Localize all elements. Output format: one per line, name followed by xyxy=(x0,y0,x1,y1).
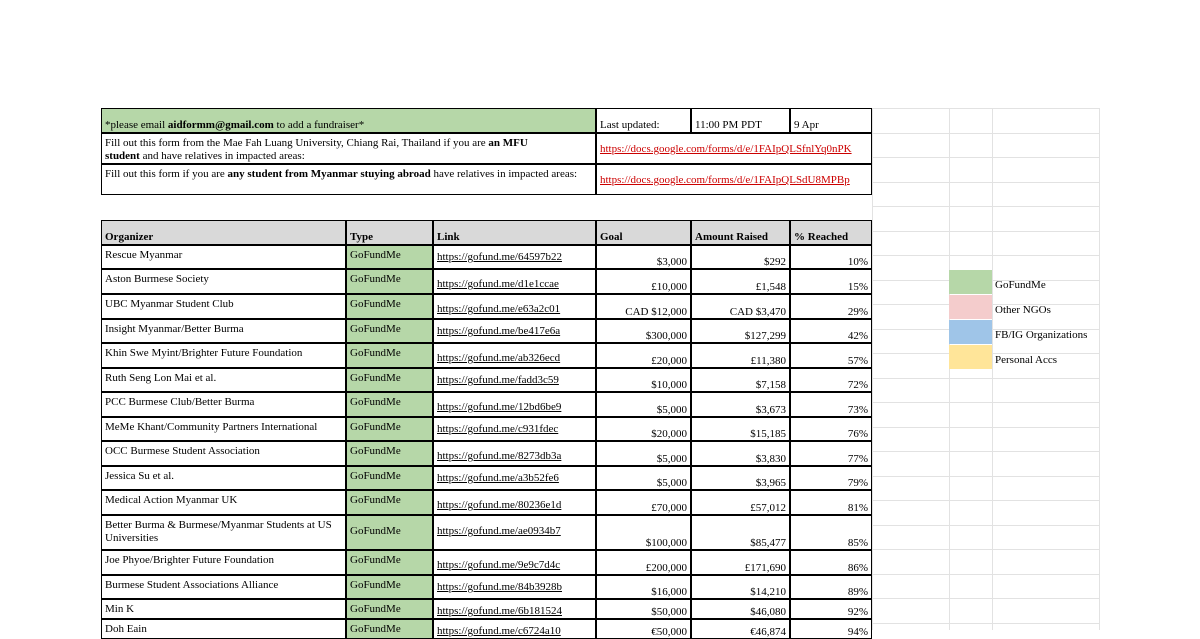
cell-amount-raised xyxy=(691,599,790,619)
cell-type xyxy=(346,319,433,343)
legend-swatch xyxy=(949,320,992,344)
cell-link[interactable] xyxy=(433,269,596,294)
type-value: GoFundMe xyxy=(350,494,401,506)
goal-value: $50,000 xyxy=(651,606,687,618)
link-value[interactable]: https://gofund.me/ae0934b7 xyxy=(437,525,561,537)
header-link: Link xyxy=(433,220,596,245)
gridline-horizontal xyxy=(872,231,1099,232)
last-updated-date: 9 Apr xyxy=(790,108,872,133)
cell-link[interactable] xyxy=(433,368,596,392)
cell-type xyxy=(346,515,433,550)
cell-amount-raised xyxy=(691,441,790,466)
cell-goal xyxy=(596,575,691,599)
link-value[interactable]: https://gofund.me/be417e6a xyxy=(437,325,561,337)
organizer-value: PCC Burmese Club/Better Burma xyxy=(105,396,255,408)
cell-link[interactable] xyxy=(433,515,596,550)
goal-value: $5,000 xyxy=(656,453,687,465)
cell-percent-reached xyxy=(790,368,872,392)
organizer-value: Burmese Student Associations Alliance xyxy=(105,579,279,591)
amount-raised-value: $292 xyxy=(764,256,786,268)
percent-reached-value: 57% xyxy=(847,355,868,367)
cell-amount-raised xyxy=(691,466,790,490)
amount-raised-value: £57,012 xyxy=(750,502,786,514)
legend-swatch xyxy=(949,270,992,294)
cell-goal xyxy=(596,343,691,368)
organizer-value: Joe Phyoe/Brighter Future Foundation xyxy=(105,554,274,566)
amount-raised-value: £11,380 xyxy=(750,355,786,367)
type-value: GoFundMe xyxy=(350,273,401,285)
cell-goal xyxy=(596,490,691,515)
link-value[interactable]: https://gofund.me/6b181524 xyxy=(437,605,562,617)
organizer-value: Khin Swe Myint/Brighter Future Foundation xyxy=(105,347,303,359)
gridline-horizontal xyxy=(872,500,1099,501)
mfu-form-bold-a: an MFU xyxy=(488,137,528,149)
header-amount-raised: Amount Raised xyxy=(691,220,790,245)
cell-link[interactable] xyxy=(433,245,596,269)
type-value: GoFundMe xyxy=(350,249,401,261)
link-value[interactable]: https://gofund.me/d1e1ccae xyxy=(437,278,559,290)
organizer-value: Ruth Seng Lon Mai et al. xyxy=(105,372,217,384)
cell-link[interactable] xyxy=(433,619,596,639)
cell-amount-raised xyxy=(691,392,790,417)
cell-goal xyxy=(596,392,691,417)
percent-reached-value: 42% xyxy=(847,330,868,342)
gridline-horizontal xyxy=(872,574,1099,575)
cell-organizer xyxy=(101,441,346,466)
cell-goal xyxy=(596,294,691,319)
last-updated-time: 11:00 PM PDT xyxy=(691,108,790,133)
abroad-form-text-b: have relatives in impacted areas: xyxy=(430,168,578,180)
percent-reached-value: 76% xyxy=(847,428,868,440)
cell-type xyxy=(346,392,433,417)
gridline-horizontal xyxy=(872,157,1099,158)
amount-raised-value: $46,080 xyxy=(750,606,786,618)
type-value: GoFundMe xyxy=(350,372,401,384)
cell-type xyxy=(346,441,433,466)
type-value: GoFundMe xyxy=(350,396,401,408)
link-value[interactable]: https://gofund.me/64597b22 xyxy=(437,251,562,263)
type-value: GoFundMe xyxy=(350,445,401,457)
goal-value: €50,000 xyxy=(651,626,687,638)
goal-value: $5,000 xyxy=(656,404,687,416)
cell-link[interactable] xyxy=(433,417,596,441)
amount-raised-value: $3,673 xyxy=(755,404,786,416)
cell-type xyxy=(346,269,433,294)
abroad-form-bold-a: any student from Myanmar stuying abroad xyxy=(227,168,431,180)
organizer-value: Aston Burmese Society xyxy=(105,273,209,285)
cell-link[interactable] xyxy=(433,550,596,575)
last-updated-label: Last updated: xyxy=(596,108,691,133)
gridline-vertical xyxy=(872,108,873,630)
cell-type xyxy=(346,466,433,490)
amount-raised-value: $3,830 xyxy=(755,453,786,465)
cell-type xyxy=(346,599,433,619)
cell-percent-reached xyxy=(790,294,872,319)
legend-label: GoFundMe xyxy=(995,279,1046,291)
mfu-form-bold-b: student xyxy=(105,150,140,162)
cell-organizer xyxy=(101,490,346,515)
percent-reached-value: 10% xyxy=(847,256,868,268)
cell-amount-raised xyxy=(691,368,790,392)
cell-percent-reached xyxy=(790,599,872,619)
type-value: GoFundMe xyxy=(350,347,401,359)
cell-goal xyxy=(596,441,691,466)
amount-raised-value: £171,690 xyxy=(744,562,786,574)
cell-percent-reached xyxy=(790,619,872,639)
amount-raised-value: $15,185 xyxy=(750,428,786,440)
link-value[interactable]: https://gofund.me/80236e1d xyxy=(437,499,562,511)
legend-swatch xyxy=(949,345,992,369)
goal-value: $5,000 xyxy=(656,477,687,489)
mfu-form-link[interactable]: https://docs.google.com/forms/d/e/1FAIpQLSfnlYq0nPK xyxy=(600,143,852,155)
cell-percent-reached xyxy=(790,343,872,368)
cell-organizer xyxy=(101,619,346,639)
percent-reached-value: 86% xyxy=(847,562,868,574)
percent-reached-value: 89% xyxy=(847,586,868,598)
amount-raised-value: $127,299 xyxy=(744,330,786,342)
goal-value: $100,000 xyxy=(645,537,687,549)
gridline-vertical xyxy=(1099,108,1100,630)
cell-amount-raised xyxy=(691,294,790,319)
cell-link[interactable] xyxy=(433,343,596,368)
cell-amount-raised xyxy=(691,550,790,575)
gridline-horizontal xyxy=(872,623,1099,624)
goal-value: $16,000 xyxy=(651,586,687,598)
cell-organizer xyxy=(101,466,346,490)
organizer-value: Insight Myanmar/Better Burma xyxy=(105,323,244,335)
cell-amount-raised xyxy=(691,319,790,343)
link-value[interactable]: https://gofund.me/ab326ecd xyxy=(437,352,561,364)
cell-percent-reached xyxy=(790,441,872,466)
cell-type xyxy=(346,619,433,639)
abroad-form-link[interactable]: https://docs.google.com/forms/d/e/1FAIpQLSdU8MPBp xyxy=(600,174,850,186)
gridline-horizontal xyxy=(872,549,1099,550)
cell-type xyxy=(346,368,433,392)
cell-percent-reached xyxy=(790,515,872,550)
cell-type xyxy=(346,343,433,368)
abroad-form-text-a: Fill out this form if you are xyxy=(105,168,228,180)
cell-percent-reached xyxy=(790,392,872,417)
cell-percent-reached xyxy=(790,269,872,294)
amount-raised-value: £1,548 xyxy=(755,281,786,293)
goal-value: £200,000 xyxy=(645,562,687,574)
type-value: GoFundMe xyxy=(350,525,401,537)
cell-goal xyxy=(596,269,691,294)
goal-value: $10,000 xyxy=(651,379,687,391)
legend-label: Personal Accs xyxy=(995,354,1058,366)
cell-type xyxy=(346,490,433,515)
goal-value: £70,000 xyxy=(651,502,687,514)
cell-organizer xyxy=(101,392,346,417)
link-value[interactable]: https://gofund.me/fadd3c59 xyxy=(437,374,559,386)
gridline-horizontal xyxy=(872,378,1099,379)
gridline-horizontal xyxy=(872,476,1099,477)
percent-reached-value: 73% xyxy=(847,404,868,416)
cell-link[interactable] xyxy=(433,599,596,619)
cell-organizer xyxy=(101,599,346,619)
cell-link[interactable] xyxy=(433,392,596,417)
percent-reached-value: 94% xyxy=(847,626,868,638)
cell-link[interactable] xyxy=(433,575,596,599)
type-value: GoFundMe xyxy=(350,579,401,591)
link-value[interactable]: https://gofund.me/84b3928b xyxy=(437,581,562,593)
cell-goal xyxy=(596,245,691,269)
cell-type xyxy=(346,245,433,269)
goal-value: $300,000 xyxy=(645,330,687,342)
percent-reached-value: 72% xyxy=(847,379,868,391)
cell-organizer xyxy=(101,368,346,392)
gridline-vertical xyxy=(992,108,993,630)
email-notice-suffix: to add a fundraiser* xyxy=(273,119,365,131)
percent-reached-value: 29% xyxy=(847,306,868,318)
link-value[interactable]: https://gofund.me/c931fdec xyxy=(437,423,559,435)
type-value: GoFundMe xyxy=(350,470,401,482)
cell-goal xyxy=(596,619,691,639)
gridline-horizontal xyxy=(872,451,1099,452)
gridline-horizontal xyxy=(872,427,1099,428)
cell-amount-raised xyxy=(691,343,790,368)
link-value[interactable]: https://gofund.me/a3b52fe6 xyxy=(437,472,559,484)
cell-type xyxy=(346,550,433,575)
gridline-vertical xyxy=(949,108,950,630)
cell-amount-raised xyxy=(691,490,790,515)
link-value[interactable]: https://gofund.me/12bd6be9 xyxy=(437,401,562,413)
organizer-value: Medical Action Myanmar UK xyxy=(105,494,238,506)
organizer-value: Better Burma & Burmese/Myanmar Students at US Universities xyxy=(105,519,332,544)
mfu-form-instructions xyxy=(101,133,596,164)
cell-type xyxy=(346,294,433,319)
goal-value: $3,000 xyxy=(656,256,687,268)
cell-link[interactable] xyxy=(433,294,596,319)
gridline-horizontal xyxy=(872,108,1099,109)
type-value: GoFundMe xyxy=(350,623,401,635)
cell-percent-reached xyxy=(790,490,872,515)
cell-type xyxy=(346,575,433,599)
email-notice-cell xyxy=(101,108,596,133)
amount-raised-value: €46,874 xyxy=(750,626,786,638)
mfu-form-text-b: and have relatives in impacted areas: xyxy=(139,150,305,162)
abroad-form-instructions xyxy=(101,164,596,195)
cell-percent-reached xyxy=(790,417,872,441)
cell-amount-raised xyxy=(691,245,790,269)
link-value[interactable]: https://gofund.me/8273db3a xyxy=(437,450,562,462)
cell-amount-raised xyxy=(691,575,790,599)
header-organizer: Organizer xyxy=(101,220,346,245)
organizer-value: MeMe Khant/Community Partners International xyxy=(105,421,318,433)
cell-percent-reached xyxy=(790,319,872,343)
cell-amount-raised xyxy=(691,417,790,441)
cell-link[interactable] xyxy=(433,490,596,515)
percent-reached-value: 77% xyxy=(847,453,868,465)
cell-organizer xyxy=(101,515,346,550)
cell-goal xyxy=(596,515,691,550)
cell-organizer xyxy=(101,269,346,294)
header-goal: Goal xyxy=(596,220,691,245)
percent-reached-value: 92% xyxy=(847,606,868,618)
organizer-value: UBC Myanmar Student Club xyxy=(105,298,234,310)
amount-raised-value: $14,210 xyxy=(750,586,786,598)
gridline-horizontal xyxy=(872,133,1099,134)
cell-goal xyxy=(596,417,691,441)
header-type: Type xyxy=(346,220,433,245)
cell-goal xyxy=(596,466,691,490)
email-notice-prefix: *please email xyxy=(105,119,168,131)
gridline-horizontal xyxy=(872,598,1099,599)
amount-raised-value: $85,477 xyxy=(750,537,786,549)
cell-percent-reached xyxy=(790,550,872,575)
cell-type xyxy=(346,417,433,441)
type-value: GoFundMe xyxy=(350,421,401,433)
cell-goal xyxy=(596,599,691,619)
percent-reached-value: 15% xyxy=(847,281,868,293)
amount-raised-value: $7,158 xyxy=(755,379,786,391)
legend-swatch xyxy=(949,295,992,319)
cell-link[interactable] xyxy=(433,441,596,466)
percent-reached-value: 79% xyxy=(847,477,868,489)
legend-label: Other NGOs xyxy=(995,304,1051,316)
mfu-form-text-a: Fill out this form from the Mae Fah Luang University, Chiang Rai, Thailand if you are xyxy=(105,137,489,149)
percent-reached-value: 85% xyxy=(847,537,868,549)
cell-organizer xyxy=(101,343,346,368)
cell-link[interactable] xyxy=(433,466,596,490)
type-value: GoFundMe xyxy=(350,298,401,310)
type-value: GoFundMe xyxy=(350,554,401,566)
organizer-value: Min K xyxy=(105,603,135,615)
cell-organizer xyxy=(101,294,346,319)
amount-raised-value: CAD $3,470 xyxy=(729,306,786,318)
cell-organizer xyxy=(101,245,346,269)
cell-organizer xyxy=(101,550,346,575)
cell-organizer xyxy=(101,319,346,343)
cell-percent-reached xyxy=(790,245,872,269)
gridline-horizontal xyxy=(872,402,1099,403)
goal-value: £20,000 xyxy=(651,355,687,367)
gridline-horizontal xyxy=(872,525,1099,526)
goal-value: £10,000 xyxy=(651,281,687,293)
gridline-horizontal xyxy=(872,182,1099,183)
link-value[interactable]: https://gofund.me/c6724a10 xyxy=(437,625,561,637)
goal-value: $20,000 xyxy=(651,428,687,440)
organizer-value: Jessica Su et al. xyxy=(105,470,175,482)
header-percent-reached: % Reached xyxy=(790,220,872,245)
cell-percent-reached xyxy=(790,575,872,599)
cell-goal xyxy=(596,368,691,392)
mfu-form-link-cell xyxy=(596,133,872,164)
type-value: GoFundMe xyxy=(350,603,401,615)
organizer-value: Rescue Myanmar xyxy=(105,249,183,261)
legend-label: FB/IG Organizations xyxy=(995,329,1088,341)
gridline-horizontal xyxy=(872,206,1099,207)
cell-amount-raised xyxy=(691,515,790,550)
percent-reached-value: 81% xyxy=(847,502,868,514)
email-address[interactable]: aidformm@gmail.com xyxy=(167,119,274,131)
type-value: GoFundMe xyxy=(350,323,401,335)
cell-organizer xyxy=(101,575,346,599)
link-value[interactable]: https://gofund.me/9e9c7d4c xyxy=(437,559,561,571)
cell-amount-raised xyxy=(691,269,790,294)
organizer-value: Doh Eain xyxy=(105,623,147,635)
amount-raised-value: $3,965 xyxy=(755,477,786,489)
cell-percent-reached xyxy=(790,466,872,490)
abroad-form-link-cell xyxy=(596,164,872,195)
organizer-value: OCC Burmese Student Association xyxy=(105,445,260,457)
cell-goal xyxy=(596,550,691,575)
goal-value: CAD $12,000 xyxy=(625,306,687,318)
cell-link[interactable] xyxy=(433,319,596,343)
cell-amount-raised xyxy=(691,619,790,639)
cell-organizer xyxy=(101,417,346,441)
link-value[interactable]: https://gofund.me/e63a2c01 xyxy=(437,303,561,315)
cell-goal xyxy=(596,319,691,343)
gridline-horizontal xyxy=(872,255,1099,256)
